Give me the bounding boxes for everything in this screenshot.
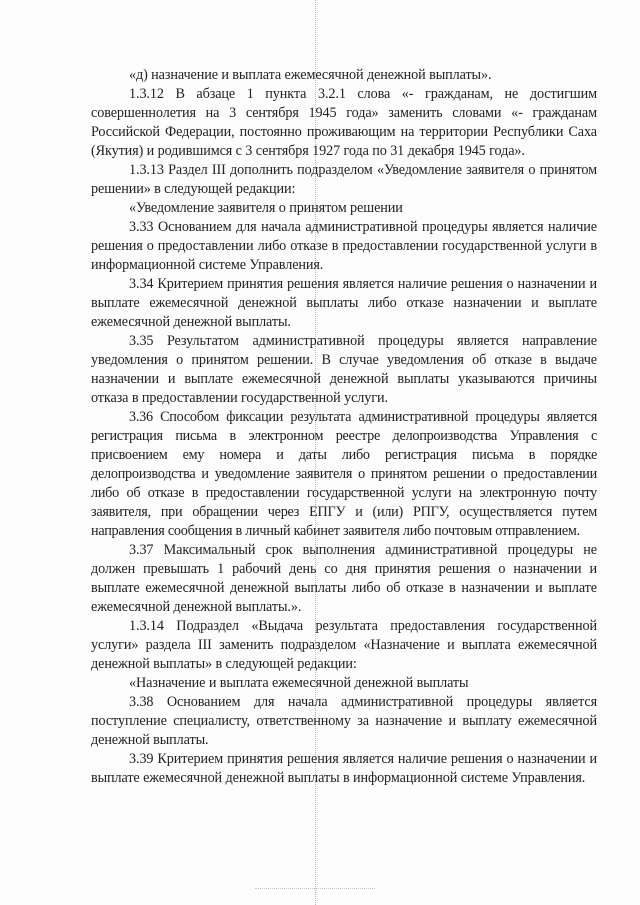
paragraph-3-35: 3.35 Результатом административной процедуры является направление уведомления о принятом решении. В случае уведомления об отказе в выдаче назначении и выплате ежемесячной денежной выплаты указываются причины отказа в предоставлении государственной услуги.: [91, 333, 597, 406]
paragraph-3-39: 3.39 Критерием принятия решения является наличие решения о назначении и выплате ежемесячной денежной выплаты в информационной системе Управления.: [91, 751, 597, 786]
paragraph-3-38: 3.38 Основанием для начала административной процедуры является поступление специалисту, ответственному за назначение и выплату ежемесячной денежной выплаты.: [91, 694, 597, 748]
subsection-heading-payment: «Назначение и выплата ежемесячной денежной выплаты: [129, 675, 469, 691]
paragraph-1-3-13: 1.3.13 Раздел III дополнить подразделом «Уведомление заявителя о принятом решении» в следующей редакции:: [91, 162, 597, 197]
paragraph-3-33: 3.33 Основанием для начала административной процедуры является наличие решения о предоставлении либо отказе в предоставлении государственной услуги в информационной системе Управления.: [91, 219, 597, 273]
paragraph-3-36: 3.36 Способом фиксации результата административной процедуры является регистрация письма в электронном реестре делопроизводства Управления с присвоением ему номера и даты либо регистрация письма в порядке делопроизводства и уведомление заявителя о принятом решении о предоставлении либо об отказе в предоставлении государственной услуги на электронную почту заявителя, при обращении через ЕПГУ и (или) РПГУ, осуществляется путем направления сообщения в личный кабинет заявителя либо почтовым отправлением.: [91, 409, 597, 539]
paragraph-1-3-14: 1.3.14 Подраздел «Выдача результата предоставления государственной услуги» раздела III заменить подразделом «Назначение и выплата ежемесячной денежной выплаты» в следующей редакции:: [91, 618, 597, 672]
paragraph-3-34: 3.34 Критерием принятия решения является наличие решения о назначении и выплате ежемесячной денежной выплаты либо отказе назначении и выплате ежемесячной денежной выплаты.: [91, 276, 597, 330]
paragraph-1-3-12: 1.3.12 В абзаце 1 пункта 3.2.1 слова «- гражданам, не достигшим совершеннолетия на 3 сентября 1945 года» заменить словами «- гражданам Российской Федерации, постоянно проживающим на территории Республики Саха (Якутия) и родившимся с 3 сентября 1927 года по 31 декабря 1945 года».: [91, 86, 597, 159]
document-body: [91, 66, 597, 788]
subsection-heading-notification: «Уведомление заявителя о принятом решении: [129, 200, 403, 216]
paragraph-3-37: 3.37 Максимальный срок выполнения административной процедуры не должен превышать 1 рабочий день со дня принятия решения о назначении и выплате ежемесячной денежной выплаты либо об отказе в назначении и выплате ежемесячной денежной выплаты.».: [91, 542, 597, 615]
scan-bottom-mark: [255, 888, 375, 889]
paragraph-item-d: «д) назначение и выплата ежемесячной денежной выплаты».: [129, 67, 492, 83]
